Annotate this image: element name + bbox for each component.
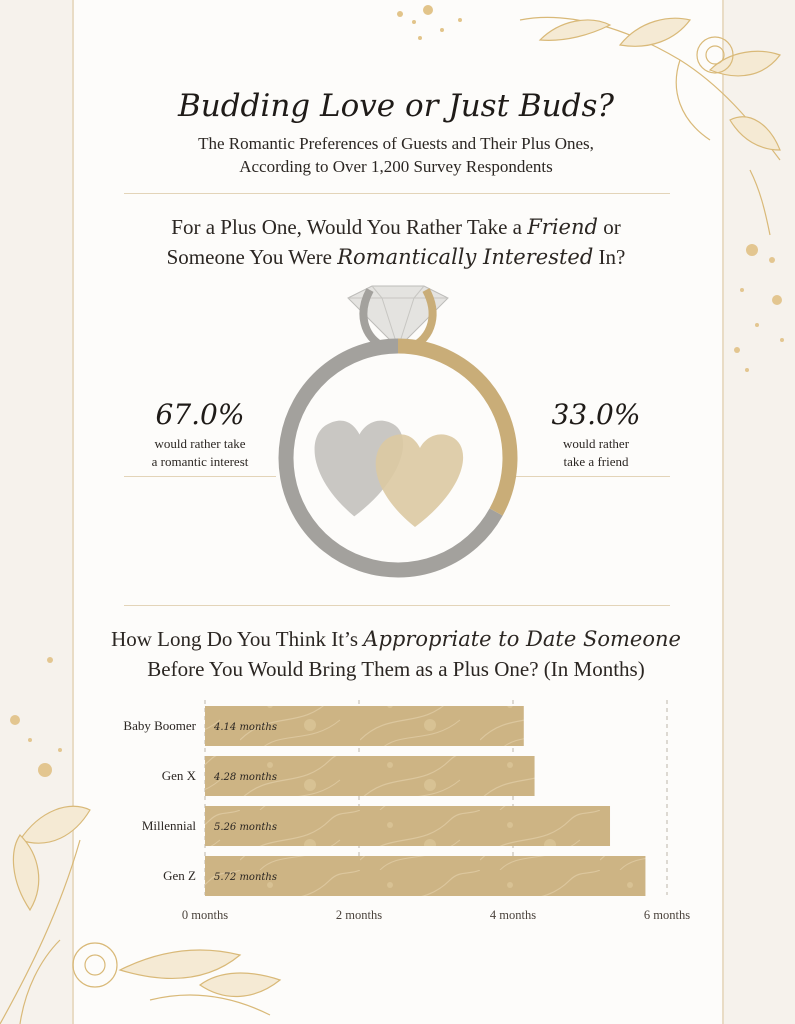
romantic-description-line-1: would rather take [154, 436, 246, 451]
friend-description-line-2: take a friend [563, 454, 629, 469]
question-1-line-2 [72, 242, 720, 272]
x-tick-label: 0 months [181, 908, 229, 922]
subtitle-line-2: According to Over 1,200 Survey Respondents [239, 157, 553, 176]
divider [124, 193, 670, 194]
page-title: Budding Love or Just Buds? [177, 88, 615, 124]
romantic-percent: 67.0% [155, 398, 245, 431]
question-2-heading [72, 624, 720, 684]
question-1-line-1 [72, 212, 720, 242]
question-1-text: For a Plus One, Would You Rather Take a [171, 215, 528, 239]
question-2-emphasis: Appropriate to Date Someone [363, 627, 681, 651]
category-label: Gen X [161, 768, 196, 783]
x-tick-label: 6 months [643, 908, 691, 922]
question-1-emphasis-friend: Friend [527, 215, 598, 239]
x-tick-label: 4 months [489, 908, 537, 922]
question-2-text: How Long Do You Think It’s [111, 627, 364, 651]
question-1-heading [72, 212, 720, 272]
question-1-text: Someone You Were [166, 245, 338, 269]
ring-divider-left [124, 476, 276, 477]
ring-divider-right [516, 476, 670, 477]
category-label: Gen Z [163, 868, 196, 883]
bar-chart [0, 690, 795, 930]
subtitle-line-1: The Romantic Preferences of Guests and Their Plus Ones, [198, 134, 594, 153]
category-label: Millennial [141, 818, 196, 833]
question-1-text: or [597, 215, 621, 239]
question-2-line-2: Before You Would Bring Them as a Plus One? (In Months) [147, 657, 645, 681]
friend-percent: 33.0% [551, 398, 641, 431]
value-label: 5.72 months [214, 872, 277, 883]
divider [124, 605, 670, 606]
x-tick-label: 2 months [335, 908, 383, 922]
value-label: 4.14 months [214, 722, 277, 733]
question-1-text: In? [593, 245, 626, 269]
question-2-line-1 [72, 624, 720, 654]
value-label: 4.28 months [214, 772, 277, 783]
friend-description-line-1: would rather [562, 436, 630, 451]
romantic-description-line-2: a romantic interest [151, 454, 249, 469]
page-subtitle [72, 132, 720, 178]
gold-dots-right [722, 230, 795, 380]
romantic-description [124, 435, 276, 471]
friend-description [520, 435, 672, 471]
value-label: 5.26 months [214, 822, 277, 833]
question-1-emphasis-romantic: Romantically Interested [337, 245, 594, 269]
category-label: Baby Boomer [123, 718, 196, 733]
